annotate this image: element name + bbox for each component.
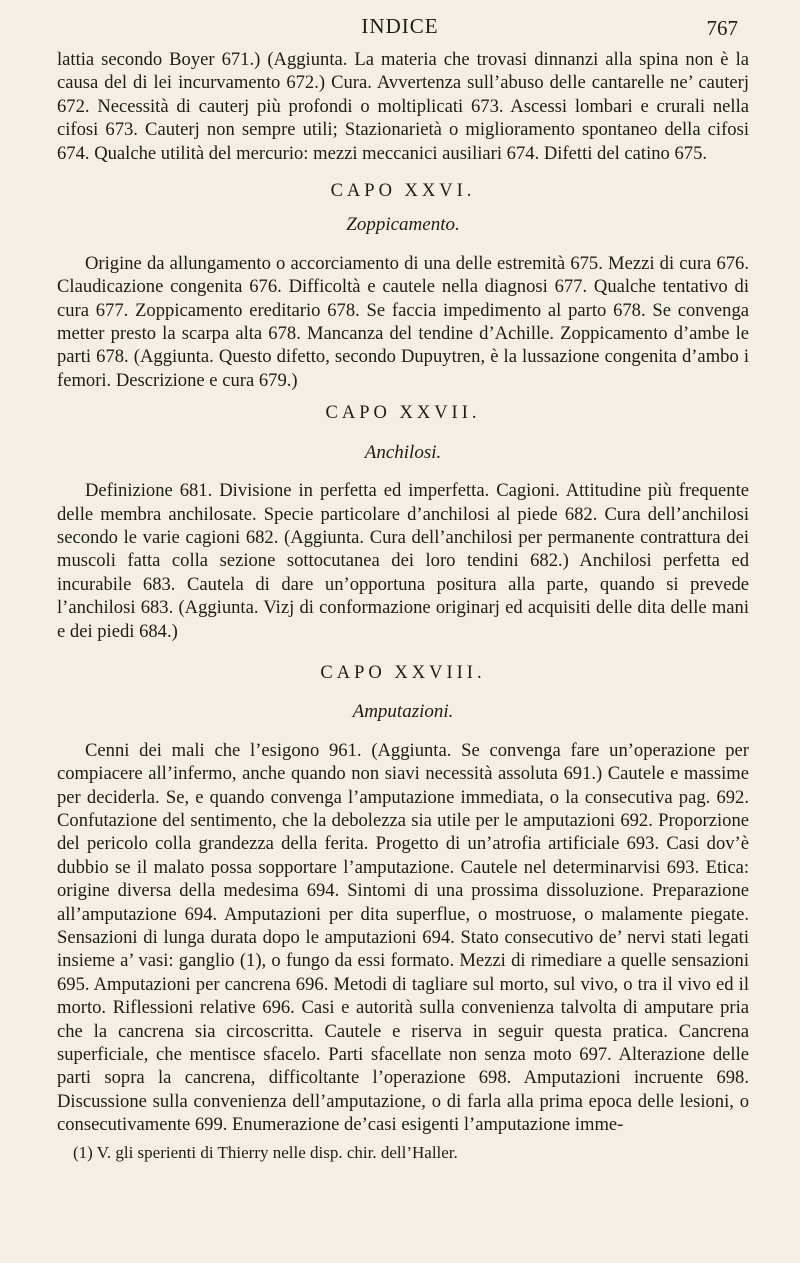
running-head [0,6,800,44]
chapter-heading-xxvi: CAPO XXVI. [330,181,476,202]
chapter-text-xxvii: Definizione 681. Divisione in perfetta ed imperfetta. Cagioni. Attitudine più frequente delle membra anchilosate. Specie particolare d’anchilosi al piede 682. Cura dell’anchilosi secondo le varie cagioni 682. (Aggiunta. Cura dell’anchilosi per permanente contrattura dei muscoli fatta colla sezione sottocutanea dei loro tendini 682.) Anchilosi perfetta ed incurabile 683. Cautela di dare un’opportuna positura alla parte, quando si prevede l’anchilosi 683. (Aggiunta. Vizj di conformazione originarj ed acquisiti delle dita delle mani e dei piedi 684.) [57,480,749,642]
running-head-title: INDICE [361,14,439,38]
footnote: (1) V. gli sperienti di Thierry nelle disp. chir. dell’Haller. [73,1142,458,1162]
chapter-heading-xxvii: CAPO XXVII. [325,403,481,424]
chapter-title-xxvi: Zoppicamento. [346,214,460,236]
chapter-title-xxvii: Anchilosi. [364,441,442,463]
intro-paragraph: lattia secondo Boyer 671.) (Aggiunta. La materia che trovasi dinnanzi alla spina non è la causa del di lei incurvamento 672.) Cura. Avvertenza sull’abuso delle cantarelle ne’ cauterj 672. Necessità di cauterj più profondi o moltiplicati 673. Ascessi lombari e crurali nella cifosi 673. Cauterj non sempre utili; Stazionarietà o miglioramento spontaneo della cifosi 674. Qualche utilità del mercurio: mezzi meccanici ausiliari 674. Difetti del catino 675. [57,49,749,164]
chapter-text-xxvi: Origine da allungamento o accorciamento di una delle estremità 675. Mezzi di cura 676. Claudicazione congenita 676. Difficoltà e cautele nella diagnosi 677. Qualche tentativo di cura 677. Zoppicamento ereditario 678. Se faccia impedimento al parto 678. Se convenga metter presto la scarpa alta 678. Mancanza del tendine d’Achille. Zoppicamento d’ambe le parti 678. (Aggiunta. Questo difetto, secondo Dupuytren, è la lussazione congenita d’ambo i femori. Descrizione e cura 679.) [57,252,749,391]
page-content [57,48,749,1164]
chapter-heading-xxviii: CAPO XXVIII. [320,662,486,683]
chapter-text-xxviii: Cenni dei mali che l’esigono 961. (Aggiunta. Se convenga fare un’operazione per compiacere all’infermo, anche quando non siavi necessità assoluta 691.) Cautele e massime per deciderla. Se, e quando convenga l’amputazione immediata, o la consecutiva pag. 692. Confutazione del sentimento, che la debolezza sia utile per le amputazioni 692. Proporzione del pericolo colla grandezza della ferita. Progetto di un’atrofia artificiale 693. Casi dov’è dubbio se il malato possa sopportare l’amputazione. Cautele nel determinarvisi 693. Etica: origine diversa della medesima 694. Sintomi di una prossima dissoluzione. Preparazione all’amputazione 694. Amputazioni per dita superflue, o mostruose, o malamente piegate. Sensazioni di lunga durata dopo le amputazioni 694. Stato consecutivo de’ nervi stati legati insieme a’ vasi: ganglio (1), o fungo da essi formato. Mezzi di rimediare a quelle sensazioni 695. Amputazioni per cancrena 696. Metodi di tagliare sul morto, sul vivo, o tra il vivo ed il morto. Riflessioni relative 696. Casi e autorità sulla convenienza talvolta di amputare pria che la cancrena sia circoscritta. Cautele e riserva in seguir questa pratica. Cancrena superficiale, che mentisce sfacelo. Parti sfacellate non senza moto 697. Alterazione delle parti sopra la cancrena, difficoltante l’operazione 698. Amputazioni incruente 698. Discussione sulla convenienza dell’amputazione, o di farla alla prima epoca delle lesioni, o consecutivamente 699. Enumerazione de’casi esigenti l’amputazione imme- [57,739,749,1136]
page-number: 767 [706,16,738,40]
chapter-title-xxviii: Amputazioni. [352,701,454,723]
